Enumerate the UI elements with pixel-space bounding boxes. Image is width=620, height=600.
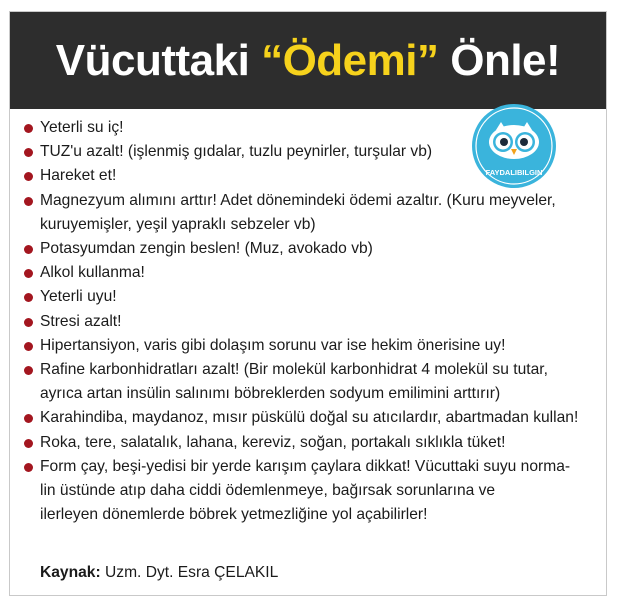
list-item [24,334,589,358]
bullet-icon [24,245,33,254]
list-item-text: Yeterli uyu! [40,288,117,306]
list-item [24,310,589,334]
bullet-icon [24,148,33,157]
page-title [56,36,560,86]
bullet-icon [24,414,33,423]
logo-text: FAYDALIBILGIN [485,168,543,177]
list-item [24,285,589,309]
bullet-icon [24,269,33,278]
list-item-text: Yeterli su iç! [40,119,124,136]
tips-list [24,116,589,527]
list-item [24,431,589,455]
list-item-text: Hipertansiyon, varis gibi dolaşım sorunu var ise hekim önerisine uy! [40,336,506,354]
list-item [24,406,589,430]
list-item [24,164,589,188]
list-item-text: Roka, tere, salatalık, lahana, kereviz, soğan, portakalı sıklıkla tüket! [40,433,506,451]
bullet-icon [24,124,33,133]
list-item [24,358,589,406]
list-item-text: TUZ'u azalt! (işlenmiş gıdalar, tuzlu peynirler, turşular vb) [40,143,433,161]
list-item-text: Stresi azalt! [40,312,122,330]
list-item-text: Rafine karbonhidratları azalt! (Bir molekül karbonhidrat 4 molekül su tutar, ayrıca artan insülin salınımı böbreklerden sodyum emilimini arttırır) [40,361,548,403]
list-item [24,237,589,261]
bullet-icon [24,366,33,375]
bullet-icon [24,172,33,181]
list-item-text: Hareket et! [40,167,117,185]
list-item-text: Form çay, beşi-yedisi bir yerde karışım çaylara dikkat! Vücuttaki suyu norma- lin üstünde atıp daha ciddi ödemlenmeye, bağırsak sorunlarına ve ilerleyen dönemlerde böbrek yetmezliğine yol açabilirler! [40,457,571,524]
list-item [24,261,589,285]
title-highlight: “Ödemi” [261,35,439,85]
list-item-text: Alkol kullanma! [40,264,145,282]
list-item [24,189,589,237]
source-label: Kaynak: [40,564,101,581]
bullet-icon [24,463,33,472]
bullet-icon [24,439,33,448]
list-item-text: Magnezyum alımını arttır! Adet dönemindeki ödemi azaltır. (Kuru meyveler, kuruyemişler, yeşil yapraklı sebzeler vb) [40,191,556,233]
list-item [24,140,589,164]
bullet-icon [24,293,33,302]
title-banner [10,12,606,109]
list-item-text: Karahindiba, maydanoz, mısır püskülü doğal su atıcılardır, abartmadan kullan! [40,409,579,427]
title-after: Önle! [438,35,561,85]
source-author: Uzm. Dyt. Esra ÇELAKIL [100,564,279,581]
list-item-text: Potasyumdan zengin beslen! (Muz, avokado vb) [40,240,373,258]
list-item [24,116,589,140]
bullet-icon [24,342,33,351]
list-item [24,455,589,528]
title-before: Vücuttaki [55,35,262,85]
bullet-icon [24,197,33,206]
source-line [40,563,278,583]
bullet-icon [24,318,33,327]
